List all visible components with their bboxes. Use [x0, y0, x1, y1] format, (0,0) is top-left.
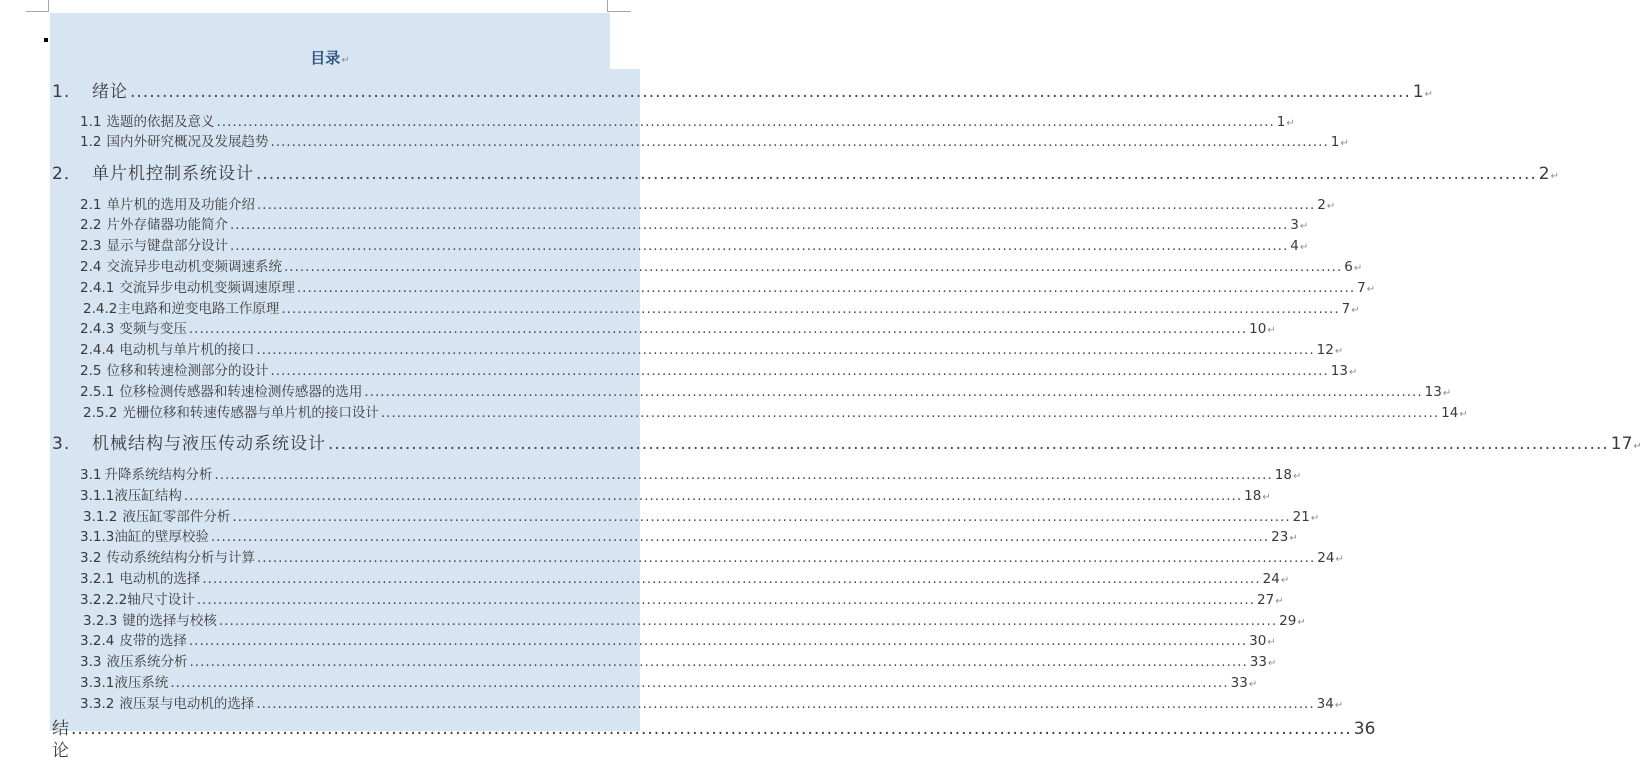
- toc-entry-title: 单片机控制系统设计: [92, 164, 254, 184]
- crop-mark-right-vertical: [607, 0, 608, 11]
- toc-entry-page: 1: [1330, 134, 1340, 150]
- toc-entry-page: 27: [1257, 592, 1275, 608]
- toc-entry-page: 33: [1230, 675, 1248, 691]
- toc-entry-level3[interactable]: [83, 300, 1360, 320]
- toc-entry-page: 2: [1538, 164, 1550, 184]
- toc-entry-number: 2．: [52, 164, 82, 184]
- toc-leader-dots: ........................................................................................................................................................................................................: [130, 82, 1411, 102]
- toc-entry-number: 2.5.1: [80, 384, 115, 400]
- toc-entry-number: 2.4.2: [83, 301, 118, 317]
- toc-entry-level2[interactable]: [80, 362, 1358, 382]
- toc-entry-title: 位移和转速检测部分的设计: [106, 363, 269, 379]
- toc-entry-page: 10: [1249, 321, 1267, 337]
- toc-entry-page: 18: [1244, 488, 1262, 504]
- paragraph-mark-icon: ↵: [1424, 89, 1434, 100]
- toc-entry-number: 3.3.2: [80, 696, 115, 712]
- toc-entry-number: 2.3: [80, 238, 102, 254]
- paragraph-mark-icon: ↵: [1351, 305, 1360, 316]
- crop-mark-right-horizontal: [607, 11, 631, 12]
- toc-entry-page: 24: [1262, 571, 1280, 587]
- toc-entry-title: 皮带的选择: [119, 633, 187, 649]
- toc-leader-dots: ........................................................................................................................................................................................................: [202, 571, 1261, 587]
- toc-entry-number: 2.4: [80, 259, 102, 275]
- toc-entry-title: 液压系统: [114, 675, 169, 691]
- toc-entry-page: 24: [1317, 550, 1335, 566]
- toc-entry-page: 14: [1441, 405, 1459, 421]
- toc-entry-page: 2: [1317, 197, 1326, 213]
- toc-entry-level2[interactable]: [80, 216, 1309, 236]
- toc-entry-level2[interactable]: [80, 237, 1309, 257]
- toc-leader-dots: ........................................................................................................................................................................................................: [328, 434, 1609, 454]
- toc-leader-dots: ........................................................................................................................................................................................................: [196, 592, 1255, 608]
- toc-entry-title: 油缸的壁厚校验: [114, 529, 209, 545]
- paragraph-mark-icon: ↵: [1335, 554, 1344, 565]
- toc-entry-page: 30: [1249, 633, 1267, 649]
- toc-entry-number: 1.1: [80, 114, 102, 130]
- toc-entry-level2[interactable]: [80, 653, 1277, 673]
- toc-entry-title: 电动机与单片机的接口: [119, 342, 255, 358]
- toc-leader-dots: ........................................................................................................................................................................................................: [256, 164, 1537, 184]
- paragraph-mark-icon: ↵: [1267, 637, 1276, 648]
- toc-leader-dots: ........................................................................................................................................................................................................: [283, 259, 1343, 275]
- toc-entry-level3[interactable]: [80, 320, 1276, 340]
- toc-entry-level2[interactable]: [80, 466, 1302, 486]
- toc-entry-title: 片外存储器功能简介: [106, 217, 228, 233]
- toc-leader-dots: ........................................................................................................................................................................................................: [183, 488, 1243, 504]
- toc-entry-level3[interactable]: [80, 341, 1344, 361]
- toc-leader-dots: ........................................................................................................................................................................................................: [170, 675, 1229, 691]
- toc-entry-page: 4: [1290, 238, 1299, 254]
- toc-entry-page: 17: [1610, 434, 1633, 454]
- toc-entry-level3[interactable]: [80, 632, 1276, 652]
- toc-entry-page: 18: [1274, 467, 1292, 483]
- toc-entry-number: 3.2.1: [80, 571, 115, 587]
- toc-entry-title: 变频与变压: [119, 321, 187, 337]
- toc-leader-dots: ........................................................................................................................................................................................................: [256, 696, 1315, 712]
- paragraph-mark-icon: ↵: [1340, 138, 1349, 149]
- toc-entry-title: 主电路和逆变电路工作原理: [117, 301, 280, 317]
- toc-entry-number: 3.: [52, 434, 71, 454]
- toc-leader-dots: ........................................................................................................................................................................................................: [256, 197, 1316, 213]
- toc-entry-number: 3.2: [80, 550, 102, 566]
- paragraph-mark-icon: ↵: [1280, 575, 1290, 586]
- toc-title[interactable]: 目录↵: [310, 49, 350, 67]
- toc-entry-number: 2.4.3: [80, 321, 115, 337]
- paragraph-mark-icon: ↵: [1334, 700, 1344, 711]
- toc-entry-title: 绪论: [92, 82, 128, 102]
- toc-entry-title: 轴尺寸设计: [127, 592, 195, 608]
- toc-entry-number: 3.1.2: [83, 509, 118, 525]
- toc-entry-title: 国内外研究概况及发展趋势: [106, 134, 269, 150]
- toc-leader-dots: ........................................................................................................................................................................................................: [188, 321, 1248, 337]
- toc-entry-number: 2.2: [80, 217, 102, 233]
- paragraph-mark-icon: ↵: [1299, 242, 1309, 253]
- toc-entry-level3[interactable]: [80, 279, 1376, 299]
- toc-leader-dots: ........................................................................................................................................................................................................: [296, 280, 1356, 296]
- paragraph-mark-icon: ↵: [1289, 533, 1298, 544]
- toc-entry-level3[interactable]: [80, 487, 1271, 507]
- toc-entry-page: 34: [1316, 696, 1334, 712]
- toc-entry-page: 21: [1292, 509, 1310, 525]
- toc-entry-level2[interactable]: [80, 549, 1344, 569]
- paragraph-mark-icon: ↵: [1286, 118, 1295, 129]
- toc-entry-number: 2.4.1: [80, 280, 115, 296]
- paragraph-mark-icon: ↵: [1334, 346, 1344, 357]
- toc-entry-number: 3.2.4: [80, 633, 115, 649]
- toc-entry-level3[interactable]: [80, 674, 1258, 694]
- toc-entry-title: 机械结构与液压传动系统设计: [92, 434, 326, 454]
- crop-mark-left-horizontal: [26, 11, 49, 12]
- toc-entry-title: 传动系统结构分析与计算: [106, 550, 255, 566]
- toc-leader-dots: ........................................................................................................................................................................................................: [189, 654, 1248, 670]
- toc-entry-title: 单片机的选用及功能介绍: [106, 197, 255, 213]
- toc-entry-number: 3.3: [80, 654, 102, 670]
- toc-entry-title: 光栅位移和转速传感器与单片机的接口设计: [122, 405, 379, 421]
- toc-entry-number: 1.2: [80, 134, 102, 150]
- toc-leader-dots: ........................................................................................................................................................................................................: [380, 405, 1440, 421]
- toc-entry-title: 液压缸零部件分析: [122, 509, 231, 525]
- toc-entry-page: 7: [1341, 301, 1351, 317]
- toc-leader-dots: ........................................................................................................................................................................................................: [270, 363, 1329, 379]
- toc-entry-title: 选题的依据及意义: [106, 114, 215, 130]
- toc-entry-number: 1.: [52, 82, 71, 102]
- toc-leader-dots: ........................................................................................................................................................................................................: [256, 342, 1315, 358]
- toc-leader-dots: ........................................................................................................................................................................................................: [71, 719, 1352, 739]
- toc-entry-page: 7: [1357, 280, 1366, 296]
- toc-entry-number: 2.1: [80, 197, 102, 213]
- toc-entry-page: 1: [1412, 82, 1424, 102]
- toc-entry-level1[interactable]: [52, 163, 1560, 188]
- paragraph-mark-icon: ↵: [1248, 679, 1258, 690]
- toc-entry-level3[interactable]: [83, 612, 1306, 632]
- paragraph-mark-icon: ↵: [1310, 513, 1320, 524]
- paragraph-anchor-marker: [44, 38, 48, 42]
- toc-leader-dots: ........................................................................................................................................................................................................: [281, 301, 1340, 317]
- paragraph-mark-icon: ↵: [341, 55, 350, 66]
- paragraph-mark-icon: ↵: [1267, 325, 1276, 336]
- paragraph-mark-icon: ↵: [1299, 221, 1309, 232]
- toc-leader-dots: ........................................................................................................................................................................................................: [364, 384, 1423, 400]
- toc-entry-title: 液压缸结构: [114, 488, 182, 504]
- toc-entry-level1[interactable]: [52, 81, 1434, 106]
- toc-entry-level1[interactable]: [52, 433, 1643, 458]
- toc-entry-level3[interactable]: [83, 508, 1320, 528]
- toc-leader-dots: ........................................................................................................................................................................................................: [229, 217, 1289, 233]
- toc-entry-title: 结论: [52, 719, 69, 761]
- toc-entry-title: 电动机的选择: [119, 571, 201, 587]
- toc-entry-page: 33: [1249, 654, 1267, 670]
- toc-entry-number: 3.2.2.2: [80, 592, 128, 608]
- toc-entry-number: 3.1: [80, 467, 102, 483]
- toc-leader-dots: ........................................................................................................................................................................................................: [188, 633, 1248, 649]
- toc-entry-title: 交流异步电动机变频调速原理: [119, 280, 295, 296]
- toc-entry-page: 23: [1271, 529, 1289, 545]
- paragraph-mark-icon: ↵: [1292, 471, 1302, 482]
- toc-leader-dots: ........................................................................................................................................................................................................: [256, 550, 1316, 566]
- toc-entry-number: 2.5.2: [83, 405, 118, 421]
- toc-entry-title: 位移检测传感器和转速检测传感器的选用: [119, 384, 363, 400]
- toc-leader-dots: ........................................................................................................................................................................................................: [218, 613, 1278, 629]
- crop-mark-left-vertical: [48, 0, 49, 11]
- paragraph-mark-icon: ↵: [1550, 171, 1560, 182]
- toc-entry-page: 12: [1316, 342, 1334, 358]
- toc-entry-title: 显示与键盘部分设计: [106, 238, 228, 254]
- paragraph-mark-icon: ↵: [1267, 658, 1277, 669]
- toc-entry-title: 液压泵与电动机的选择: [119, 696, 255, 712]
- paragraph-mark-icon: ↵: [1348, 367, 1358, 378]
- toc-entry-title: 交流异步电动机变频调速系统: [106, 259, 282, 275]
- toc-entry-page: 29: [1279, 613, 1297, 629]
- toc-entry-page: 13: [1330, 363, 1348, 379]
- toc-entry-number: 3.2.3: [83, 613, 118, 629]
- toc-entry-number: 3.1.1: [80, 488, 115, 504]
- toc-entry-level3[interactable]: [80, 591, 1284, 611]
- toc-entry-page: 1: [1276, 114, 1286, 130]
- paragraph-mark-icon: ↵: [1275, 596, 1284, 607]
- toc-entry-level3[interactable]: [80, 383, 1452, 403]
- toc-entry-title: 键的选择与校核: [122, 613, 217, 629]
- toc-entry-level3[interactable]: [80, 570, 1290, 590]
- toc-entry-level2[interactable]: [80, 113, 1295, 133]
- paragraph-mark-icon: ↵: [1326, 201, 1336, 212]
- toc-leader-dots: ........................................................................................................................................................................................................: [270, 134, 1329, 150]
- toc-entry-level2[interactable]: [80, 133, 1349, 153]
- paragraph-mark-icon: ↵: [1353, 263, 1363, 274]
- toc-entry-page: 6: [1344, 259, 1353, 275]
- toc-entry-title: 升降系统结构分析: [104, 467, 213, 483]
- toc-entry-level2[interactable]: [80, 196, 1336, 216]
- toc-entry-number: 3.1.3: [80, 529, 115, 545]
- toc-entry-number: 3.3.1: [80, 675, 115, 691]
- toc-entry-level2[interactable]: [80, 258, 1363, 278]
- paragraph-mark-icon: ↵: [1297, 617, 1306, 628]
- toc-leader-dots: ........................................................................................................................................................................................................: [216, 114, 1275, 130]
- toc-entry-level3[interactable]: [83, 404, 1468, 424]
- toc-entry-level1-partial[interactable]: [52, 719, 1376, 761]
- toc-entry-title: 液压系统分析: [106, 654, 188, 670]
- toc-leader-dots: ........................................................................................................................................................................................................: [210, 529, 1270, 545]
- toc-entry-number: 2.5: [80, 363, 102, 379]
- paragraph-mark-icon: ↵: [1459, 409, 1468, 420]
- toc-entry-number: 2.4.4: [80, 342, 115, 358]
- paragraph-mark-icon: ↵: [1442, 388, 1452, 399]
- paragraph-mark-icon: ↵: [1262, 492, 1271, 503]
- toc-leader-dots: ........................................................................................................................................................................................................: [232, 509, 1291, 525]
- toc-entry-page: 3: [1290, 217, 1299, 233]
- toc-entry-level3[interactable]: [80, 528, 1298, 548]
- toc-leader-dots: ........................................................................................................................................................................................................: [214, 467, 1273, 483]
- paragraph-mark-icon: ↵: [1366, 284, 1376, 295]
- toc-entry-page: 36: [1353, 719, 1376, 739]
- toc-leader-dots: ........................................................................................................................................................................................................: [229, 238, 1289, 254]
- toc-entry-level3[interactable]: [80, 695, 1344, 715]
- toc-entry-page: 13: [1424, 384, 1442, 400]
- paragraph-mark-icon: ↵: [1633, 441, 1643, 452]
